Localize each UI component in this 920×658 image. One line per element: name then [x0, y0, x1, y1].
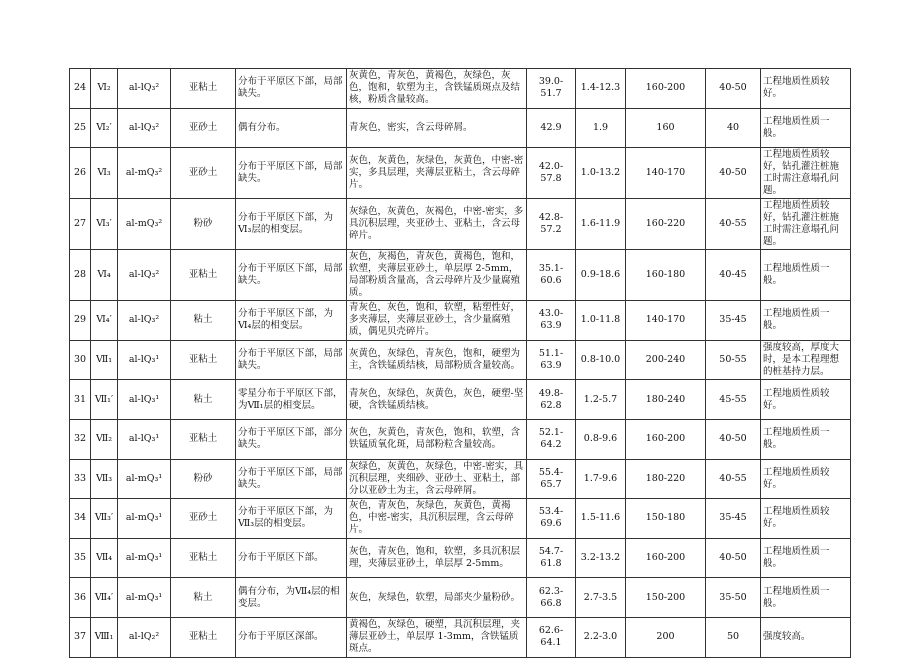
layer-number-cell: 30 [70, 340, 91, 380]
table-row [70, 108, 851, 148]
table-row [70, 499, 851, 539]
distribution-cell: 分布于平原区下部，为Ⅶ₃层的相变层。 [236, 499, 347, 539]
distribution-cell: 分布于平原区下部，为Ⅵ₄层的相变层。 [236, 301, 347, 341]
description-cell: 灰色，灰绿色，软塑，局部夹少量粉砂。 [347, 578, 527, 618]
cone-resistance-cell: 1.4-12.3 [576, 69, 626, 109]
bearing-capacity-cell: 140-170 [626, 301, 706, 341]
description-cell: 灰黄色，青灰色，黄褐色，灰绿色，灰色，饱和，软塑为主，含铁锰质斑点及结核，粉质含量较高。 [347, 69, 527, 109]
table-row [70, 459, 851, 499]
bearing-capacity-cell: 200-240 [626, 340, 706, 380]
table-row [70, 380, 851, 420]
water-content-cell: 52.1-64.2 [527, 419, 576, 459]
bearing-capacity-cell: 160-200 [626, 419, 706, 459]
description-cell: 灰绿色，灰黄色，灰绿色，中密-密实，具沉积层理，夹细砂、亚砂土、亚粘土，部分以亚砂土为主，含云母碎屑。 [347, 459, 527, 499]
table-row [70, 301, 851, 341]
cone-resistance-cell: 3.2-13.2 [576, 538, 626, 578]
water-content-cell: 62.3-66.8 [527, 578, 576, 618]
layer-number-cell: 26 [70, 148, 91, 199]
layer-number-cell: 33 [70, 459, 91, 499]
side-friction-cell: 40-50 [706, 419, 761, 459]
geotechnical-layer-table [69, 68, 851, 658]
evaluation-cell: 工程地质性质一般。 [761, 301, 851, 341]
side-friction-cell: 35-45 [706, 301, 761, 341]
evaluation-cell: 工程地质性质一般。 [761, 108, 851, 148]
cone-resistance-cell: 2.2-3.0 [576, 617, 626, 657]
water-content-cell: 35.1-60.6 [527, 250, 576, 301]
layer-number-cell: 36 [70, 578, 91, 618]
soil-name-cell: 粘土 [171, 380, 236, 420]
side-friction-cell: 40-50 [706, 69, 761, 109]
table-row [70, 617, 851, 657]
description-cell: 灰绿色，灰黄色，灰褐色，中密-密实，多具沉积层理，夹亚砂土、亚粘土，含云母碎片。 [347, 199, 527, 250]
bearing-capacity-cell: 160 [626, 108, 706, 148]
bearing-capacity-cell: 180-220 [626, 459, 706, 499]
distribution-cell: 分布于平原区下部，局部缺失。 [236, 250, 347, 301]
distribution-cell: 分布于平原区下部，为Ⅵ₃层的相变层。 [236, 199, 347, 250]
layer-code-cell: Ⅶ₃ [91, 459, 118, 499]
geologic-age-cell: al-lQ₃² [118, 69, 171, 109]
evaluation-cell: 工程地质性质一般。 [761, 250, 851, 301]
evaluation-cell: 工程地质性质一般。 [761, 419, 851, 459]
evaluation-cell: 工程地质性质较好。 [761, 499, 851, 539]
water-content-cell: 53.4-69.6 [527, 499, 576, 539]
evaluation-cell: 工程地质性质较好。 [761, 69, 851, 109]
layer-code-cell: Ⅶ₃′ [91, 499, 118, 539]
soil-name-cell: 亚粘土 [171, 617, 236, 657]
description-cell: 灰色，灰黄色，青灰色，饱和，软塑，含铁锰质氧化斑，局部粉粒含量较高。 [347, 419, 527, 459]
bearing-capacity-cell: 150-200 [626, 578, 706, 618]
table-row [70, 250, 851, 301]
soil-name-cell: 亚砂土 [171, 499, 236, 539]
layer-number-cell: 37 [70, 617, 91, 657]
distribution-cell: 分布于平原区下部，局部缺失。 [236, 69, 347, 109]
geologic-age-cell: al-lQ₃² [118, 301, 171, 341]
evaluation-cell: 工程地质性质较好，钻孔灌注桩施工时需注意塌孔问题。 [761, 199, 851, 250]
table-row [70, 148, 851, 199]
layer-number-cell: 31 [70, 380, 91, 420]
cone-resistance-cell: 0.9-18.6 [576, 250, 626, 301]
geologic-age-cell: al-lQ₃¹ [118, 340, 171, 380]
bearing-capacity-cell: 150-180 [626, 499, 706, 539]
evaluation-cell: 工程地质性质较好，钻孔灌注桩施工时需注意塌孔问题。 [761, 148, 851, 199]
table-row [70, 199, 851, 250]
soil-name-cell: 亚粘土 [171, 340, 236, 380]
cone-resistance-cell: 2.7-3.5 [576, 578, 626, 618]
soil-name-cell: 亚粘土 [171, 69, 236, 109]
soil-name-cell: 粉砂 [171, 199, 236, 250]
description-cell: 青灰色，灰色，饱和，软塑，粘塑性好，多夹薄层，夹薄层亚砂土，含少量腐殖质，偶见贝壳碎片。 [347, 301, 527, 341]
geologic-age-cell: al-lQ₂² [118, 617, 171, 657]
layer-number-cell: 35 [70, 538, 91, 578]
soil-name-cell: 粘土 [171, 301, 236, 341]
side-friction-cell: 45-55 [706, 380, 761, 420]
side-friction-cell: 40-45 [706, 250, 761, 301]
description-cell: 灰黄色，灰绿色，青灰色，饱和，硬塑为主，含铁锰质结核，局部粉质含量较高。 [347, 340, 527, 380]
side-friction-cell: 40-55 [706, 459, 761, 499]
description-cell: 灰色，青灰色，饱和，软塑，多具沉积层理，夹薄层亚砂土，单层厚 2-5mm。 [347, 538, 527, 578]
cone-resistance-cell: 1.9 [576, 108, 626, 148]
layer-number-cell: 29 [70, 301, 91, 341]
cone-resistance-cell: 1.0-13.2 [576, 148, 626, 199]
geologic-age-cell: al-mQ₃² [118, 199, 171, 250]
table-row [70, 578, 851, 618]
water-content-cell: 42.0-57.8 [527, 148, 576, 199]
cone-resistance-cell: 1.7-9.6 [576, 459, 626, 499]
distribution-cell: 分布于平原区下部，部分缺失。 [236, 419, 347, 459]
geologic-age-cell: al-lQ₃¹ [118, 419, 171, 459]
cone-resistance-cell: 1.5-11.6 [576, 499, 626, 539]
bearing-capacity-cell: 140-170 [626, 148, 706, 199]
layer-number-cell: 32 [70, 419, 91, 459]
table-row [70, 340, 851, 380]
description-cell: 灰色，灰黄色，灰绿色，灰黄色，中密-密实，多具层理，夹薄层亚粘土，含云母碎片。 [347, 148, 527, 199]
soil-name-cell: 亚粘土 [171, 419, 236, 459]
evaluation-cell: 强度较高，厚度大时，是本工程理想的桩基持力层。 [761, 340, 851, 380]
cone-resistance-cell: 1.0-11.8 [576, 301, 626, 341]
side-friction-cell: 40-50 [706, 538, 761, 578]
geologic-age-cell: al-lQ₃² [118, 108, 171, 148]
distribution-cell: 分布于平原区下部，局部缺失。 [236, 459, 347, 499]
layer-number-cell: 28 [70, 250, 91, 301]
water-content-cell: 42.8-57.2 [527, 199, 576, 250]
bearing-capacity-cell: 160-200 [626, 538, 706, 578]
geologic-age-cell: al-lQ₃¹ [118, 380, 171, 420]
layer-code-cell: Ⅶ₁ [91, 340, 118, 380]
distribution-cell: 偶有分布。 [236, 108, 347, 148]
soil-name-cell: 粉砂 [171, 459, 236, 499]
layer-code-cell: Ⅵ₂ [91, 69, 118, 109]
description-cell: 青灰色，密实，含云母碎屑。 [347, 108, 527, 148]
geologic-age-cell: al-mQ₃¹ [118, 538, 171, 578]
side-friction-cell: 35-45 [706, 499, 761, 539]
description-cell: 青灰色，灰绿色，灰黄色，灰色，硬塑-坚硬，含铁锰质结核。 [347, 380, 527, 420]
layer-code-cell: Ⅵ₃′ [91, 199, 118, 250]
distribution-cell: 分布于平原区下部，局部缺失。 [236, 340, 347, 380]
description-cell: 灰色，灰褐色，青灰色，黄褐色，饱和，软塑，夹薄层亚砂土，单层厚 2-5mm，局部粉质含量高，含云母碎片及少量腐殖质。 [347, 250, 527, 301]
water-content-cell: 42.9 [527, 108, 576, 148]
layer-code-cell: Ⅵ₃ [91, 148, 118, 199]
water-content-cell: 49.8-62.8 [527, 380, 576, 420]
evaluation-cell: 工程地质性质较好。 [761, 380, 851, 420]
distribution-cell: 零星分布于平原区下部，为Ⅶ₁层的相变层。 [236, 380, 347, 420]
distribution-cell: 偶有分布，为Ⅶ₄层的相变层。 [236, 578, 347, 618]
bearing-capacity-cell: 160-220 [626, 199, 706, 250]
layer-code-cell: Ⅶ₂ [91, 419, 118, 459]
side-friction-cell: 50 [706, 617, 761, 657]
water-content-cell: 51.1-63.9 [527, 340, 576, 380]
evaluation-cell: 工程地质性质一般。 [761, 578, 851, 618]
layer-code-cell: Ⅶ₁′ [91, 380, 118, 420]
side-friction-cell: 40-55 [706, 199, 761, 250]
layer-code-cell: Ⅷ₁ [91, 617, 118, 657]
soil-name-cell: 亚粘土 [171, 538, 236, 578]
water-content-cell: 55.4-65.7 [527, 459, 576, 499]
bearing-capacity-cell: 160-200 [626, 69, 706, 109]
side-friction-cell: 50-55 [706, 340, 761, 380]
description-cell: 黄褐色，灰绿色，硬塑，具沉积层理，夹薄层亚砂土，单层厚 1-3mm，含铁锰质斑点。 [347, 617, 527, 657]
water-content-cell: 43.0-63.9 [527, 301, 576, 341]
layer-code-cell: Ⅵ₄ [91, 250, 118, 301]
geologic-age-cell: al-mQ₃² [118, 148, 171, 199]
layer-number-cell: 24 [70, 69, 91, 109]
cone-resistance-cell: 0.8-9.6 [576, 419, 626, 459]
cone-resistance-cell: 1.6-11.9 [576, 199, 626, 250]
distribution-cell: 分布于平原区深部。 [236, 617, 347, 657]
cone-resistance-cell: 1.2-5.7 [576, 380, 626, 420]
soil-name-cell: 亚砂土 [171, 108, 236, 148]
layer-number-cell: 27 [70, 199, 91, 250]
table-body [70, 69, 851, 658]
water-content-cell: 54.7-61.8 [527, 538, 576, 578]
side-friction-cell: 35-50 [706, 578, 761, 618]
layer-code-cell: Ⅵ₄′ [91, 301, 118, 341]
side-friction-cell: 40 [706, 108, 761, 148]
side-friction-cell: 40-50 [706, 148, 761, 199]
bearing-capacity-cell: 200 [626, 617, 706, 657]
bearing-capacity-cell: 180-240 [626, 380, 706, 420]
water-content-cell: 62.6-64.1 [527, 617, 576, 657]
distribution-cell: 分布于平原区下部，局部缺失。 [236, 148, 347, 199]
soil-name-cell: 亚粘土 [171, 250, 236, 301]
geologic-age-cell: al-mQ₃¹ [118, 459, 171, 499]
table-row [70, 419, 851, 459]
bearing-capacity-cell: 160-180 [626, 250, 706, 301]
layer-code-cell: Ⅵ₂′ [91, 108, 118, 148]
table-row [70, 538, 851, 578]
geologic-age-cell: al-mQ₃¹ [118, 499, 171, 539]
table-row [70, 69, 851, 109]
layer-number-cell: 34 [70, 499, 91, 539]
evaluation-cell: 强度较高。 [761, 617, 851, 657]
water-content-cell: 39.0-51.7 [527, 69, 576, 109]
evaluation-cell: 工程地质性质较好。 [761, 459, 851, 499]
distribution-cell: 分布于平原区下部。 [236, 538, 347, 578]
description-cell: 灰色，青灰色，灰绿色，灰黄色，黄褐色，中密-密实，具沉积层理，含云母碎片。 [347, 499, 527, 539]
layer-code-cell: Ⅶ₄′ [91, 578, 118, 618]
layer-code-cell: Ⅶ₄ [91, 538, 118, 578]
geologic-age-cell: al-lQ₃² [118, 250, 171, 301]
geologic-age-cell: al-mQ₃¹ [118, 578, 171, 618]
soil-name-cell: 粘土 [171, 578, 236, 618]
evaluation-cell: 工程地质性质一般。 [761, 538, 851, 578]
layer-number-cell: 25 [70, 108, 91, 148]
soil-name-cell: 亚砂土 [171, 148, 236, 199]
cone-resistance-cell: 0.8-10.0 [576, 340, 626, 380]
